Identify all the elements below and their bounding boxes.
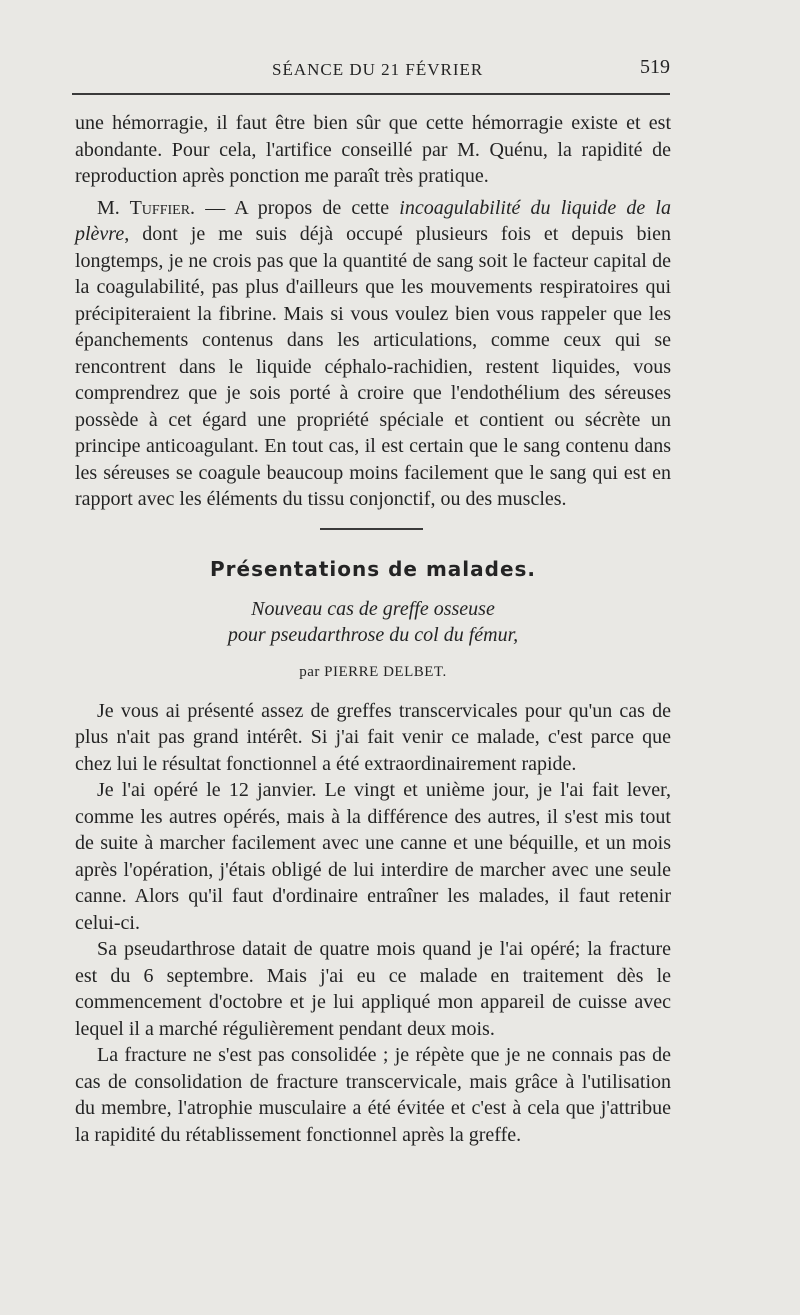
article-subtitle	[75, 596, 671, 648]
article-paragraph: Je l'ai opéré le 12 janvier. Le vingt et unième jour, je l'ai fait lever, comme les autres opérés, mais à la différence des autres, il s'est mis tout de suite à marcher facilement avec une canne et une béquille, et un mois après l'opération, j'étais obligé de lui interdire de marcher avec une seule canne. Alors qu'il faut d'ordinaire entraîner les malades, il faut retenir celui-ci.	[75, 779, 671, 934]
running-title: SÉANCE DU 21 FÉVRIER	[272, 60, 484, 79]
article-text	[75, 698, 671, 1149]
page-body	[75, 110, 671, 1148]
section-separator	[320, 528, 423, 530]
header-rule	[72, 93, 670, 95]
tuffier-paragraph	[75, 195, 671, 513]
author-byline: par PIERRE DELBET.	[299, 664, 447, 680]
tuffier-italic-phrase: incoagulabilité du liquide de la plèvre	[75, 196, 671, 245]
article-paragraph: Je vous ai présenté assez de greffes transcervicales pour qu'un cas de plus n'ait pas grand intérêt. Si j'ai fait venir ce malade, c'est parce que chez lui le résultat fonctionnel a été extraordinairement rapide.	[75, 699, 671, 775]
page-number: 519	[640, 56, 670, 78]
subtitle-line-2: pour pseudarthrose du col du fémur,	[227, 624, 519, 646]
running-header	[72, 52, 672, 84]
article-paragraph: La fracture ne s'est pas consolidée ; je répète que je ne connais pas de cas de consolidation de fracture transcervicale, mais grâce à l'utilisation du membre, l'atrophie musculaire a été évitée et c'est à cela que j'attribue la rapidité du rétablissement fonctionnel après la greffe.	[75, 1044, 671, 1146]
tuffier-intro: — A propos de cette	[195, 196, 400, 219]
speaker-name: M. Tuffier.	[97, 196, 196, 219]
discussion-paragraph: une hémorragie, il faut être bien sûr que cette hémorragie existe et est abondante. Pour cela, l'artifice conseillé par M. Quénu, la rapidité de reproduction après ponction me paraît très pratique.	[75, 112, 671, 187]
tuffier-text: , dont je me suis déjà occupé plusieurs fois et depuis bien longtemps, je ne crois pas que la quantité de sang soit le facteur capital de la coagulabilité, pas plus d'ailleurs que les mouvements respiratoires qui précipiteraient la fibrine. Mais si vous voulez bien vous rappeler que les épanchements contenus dans les articulations, comme ceux qui se rencontrent dans le liquide céphalo-rachidien, restent liquides, vous comprendrez que je sois porté à croire que l'endothélium des séreuses possède à cet égard une propriété spéciale et contient ou sécrète un principe anticoagulant. En tout cas, il est certain que le sang contenu dans les séreuses se coagule beaucoup moins facilement que le sang qui est en rapport avec les éléments du tissu conjonctif, ou des muscles.	[75, 223, 671, 510]
article-paragraph: Sa pseudarthrose datait de quatre mois quand je l'ai opéré; la fracture est du 6 septembre. Mais j'ai eu ce malade en traitement dès le commencement d'octobre et je lui appliqué mon appareil de cuisse avec lequel il a marché régulièrement pendant deux mois.	[75, 938, 671, 1040]
section-heading: Présentations de malades.	[209, 556, 537, 581]
subtitle-line-1: Nouveau cas de greffe osseuse	[251, 598, 495, 620]
